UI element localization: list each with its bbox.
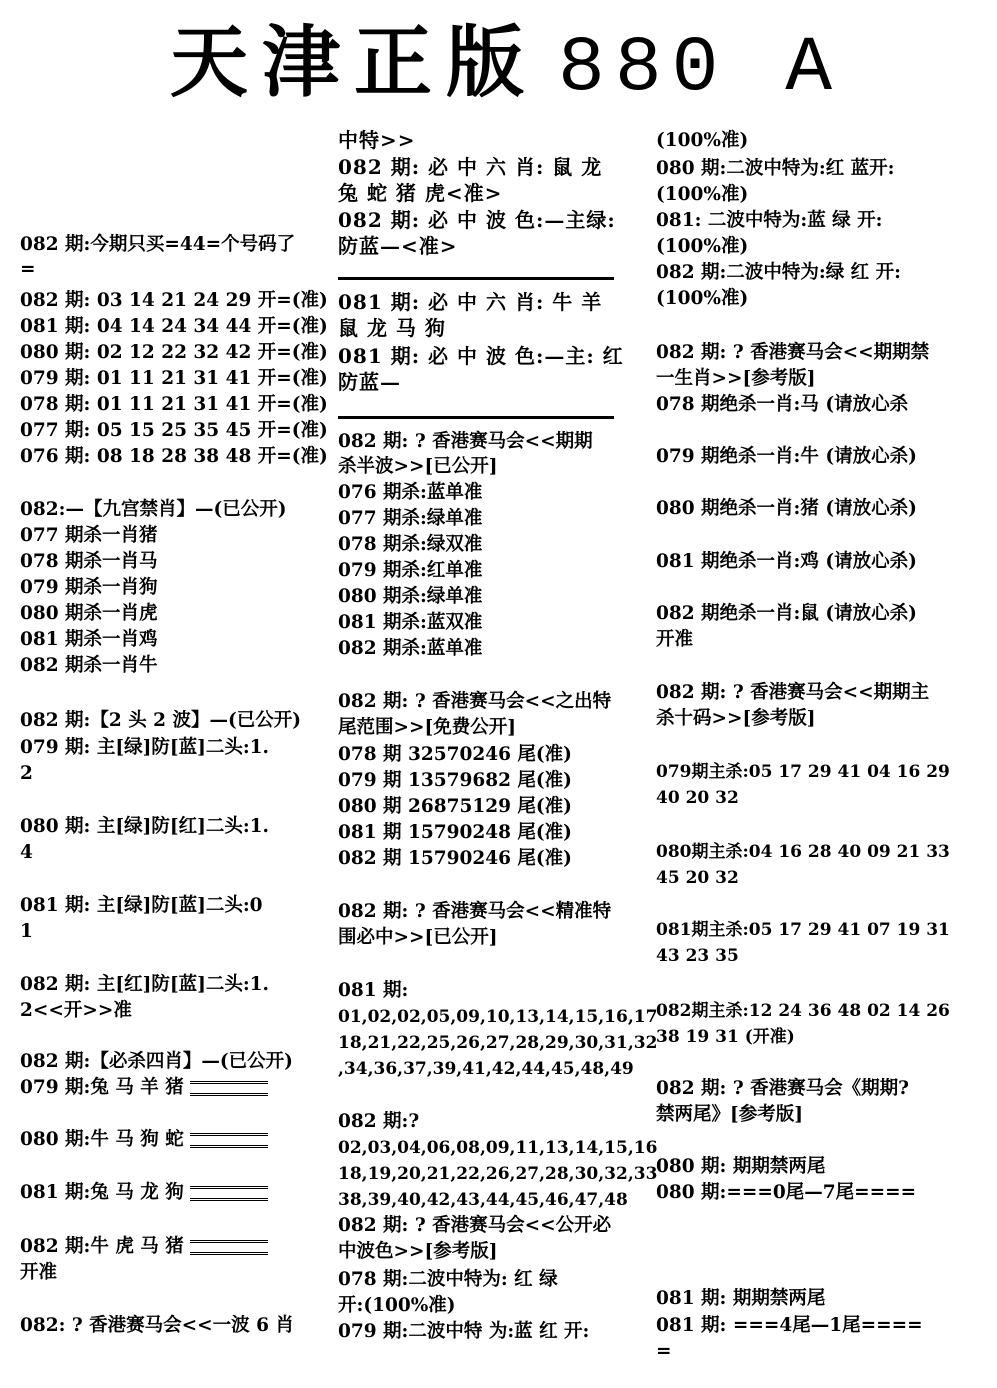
text-line <box>656 681 929 705</box>
text-line <box>20 498 286 522</box>
text-line <box>656 550 917 574</box>
line-text: 078 期绝杀一肖:马 (请放心杀 <box>656 394 909 415</box>
text-line <box>20 393 328 417</box>
line-text: 081 期杀一肖鸡 <box>20 629 158 650</box>
line-text: 围必中>>[已公开] <box>338 927 498 948</box>
text-line <box>338 1057 634 1081</box>
text-line <box>338 926 498 950</box>
line-text: 078 期:二波中特为: 红 绿 <box>338 1269 558 1290</box>
text-line <box>20 973 269 997</box>
text-line <box>338 455 498 479</box>
text-line <box>20 289 328 313</box>
text-line <box>338 1005 657 1029</box>
text-line <box>338 234 458 258</box>
line-text: 2 <box>20 763 33 784</box>
text-line <box>656 1077 909 1101</box>
line-text: 082 期: 必 中 六 肖: 鼠 龙 <box>338 155 603 179</box>
line-text: 尾范围>>[免费公开] <box>338 717 517 738</box>
text-line <box>656 1340 672 1364</box>
line-text: 079 期杀一肖狗 <box>20 577 158 598</box>
text-line <box>20 709 301 733</box>
text-line <box>20 999 132 1023</box>
text-line <box>338 795 572 819</box>
line-text: 081 期:兔 马 龙 狗 <box>20 1182 184 1203</box>
line-text: 080 期杀:绿单准 <box>338 586 483 607</box>
line-text: 082 期: 主[红]防[蓝]二头:1. <box>20 974 269 995</box>
line-text: 078 期杀:绿双准 <box>338 534 483 555</box>
text-line <box>338 1214 611 1238</box>
line-text: 081 期: 主[绿]防[蓝]二头:0 <box>20 895 263 916</box>
line-text: 40 20 32 <box>656 788 739 808</box>
text-line <box>20 654 158 678</box>
text-line <box>656 393 908 417</box>
line-text: 079 期杀:红单准 <box>338 560 483 581</box>
line-text: 080 期杀一肖虎 <box>20 603 158 624</box>
text-line <box>338 1240 498 1264</box>
text-line <box>656 786 739 810</box>
text-line <box>338 743 572 767</box>
line-text: 081 期: 04 14 24 34 44 开=(准) <box>20 316 328 337</box>
text-line <box>338 1268 558 1292</box>
line-text: 082 期: ? 香港赛马会<<期期主 <box>656 682 930 703</box>
text-line <box>20 1181 268 1205</box>
line-text: 082 期: ? 香港赛马会<<期期禁 <box>656 342 930 363</box>
line-text: 082 期: ? 香港赛马会<<期期 <box>338 431 593 452</box>
line-text: 082: ? 香港赛马会<<一波 6 肖 <box>20 1315 294 1336</box>
line-text: 一生肖>>[参考版] <box>656 368 816 389</box>
line-text: 080 期:===0尾—7尾==== <box>656 1182 917 1203</box>
line-text: 082 期: ? 香港赛马会《期期? <box>656 1078 909 1099</box>
line-text: 081 期: ===4尾—1尾==== <box>656 1315 923 1336</box>
line-text: 082 期:牛 虎 马 猪 <box>20 1236 184 1257</box>
text-line <box>656 918 950 942</box>
line-text: 082 期:今期只买=44=个号码了 <box>20 234 296 255</box>
line-text: 081: 二波中特为:蓝 绿 开: <box>656 210 883 231</box>
line-text: 082 期: ? 香港赛马会<<公开必 <box>338 1215 612 1236</box>
double-rule <box>190 1133 268 1148</box>
line-text: 43 23 35 <box>656 946 739 966</box>
text-line <box>656 1287 825 1311</box>
title-text: 天津正版 <box>170 17 539 108</box>
line-text: 081 期: 必 中 波 色:—主: 红 <box>338 344 624 368</box>
title-number: 880 A <box>558 25 843 113</box>
text-line <box>20 576 158 600</box>
text-line <box>656 209 882 233</box>
line-text: 077 期杀一肖猪 <box>20 525 158 546</box>
line-text: 081 期: 必 中 六 肖: 牛 羊 <box>338 290 603 314</box>
text-line <box>20 1050 293 1074</box>
text-line <box>338 128 416 152</box>
double-rule <box>190 1240 268 1255</box>
line-text: 开:(100%准) <box>338 1295 456 1316</box>
line-text: 079期主杀:05 17 29 41 04 16 29 <box>656 762 950 782</box>
page-title <box>170 17 970 113</box>
text-line <box>338 1320 589 1344</box>
line-text: 076 期杀:蓝单准 <box>338 482 483 503</box>
line-text: 079 期 13579682 尾(准) <box>338 770 572 791</box>
line-text: 082期主杀:12 24 36 48 02 14 26 <box>656 1001 950 1021</box>
text-line <box>338 370 401 394</box>
text-line <box>338 1162 657 1186</box>
text-line <box>656 445 917 469</box>
line-text: 082 期:二波中特为:绿 红 开: <box>656 262 901 283</box>
line-text: 中特>> <box>338 128 416 152</box>
text-line <box>656 1025 795 1049</box>
text-line <box>338 208 616 232</box>
line-text: 开准 <box>20 1262 58 1283</box>
line-text: 杀半波>>[已公开] <box>338 456 498 477</box>
text-line <box>20 367 328 391</box>
line-text: 082 期:? <box>338 1111 420 1132</box>
text-line <box>20 233 295 257</box>
text-line <box>338 637 482 661</box>
text-line <box>338 1188 628 1212</box>
divider-2 <box>338 416 614 419</box>
line-text: 中波色>>[参考版] <box>338 1241 498 1262</box>
text-line <box>338 900 611 924</box>
line-text: 01,02,02,05,09,10,13,14,15,16,17 <box>338 1007 658 1027</box>
line-text: 082:—【九宫禁肖】—(已公开) <box>20 499 287 520</box>
line-text: 02,03,04,06,08,09,11,13,14,15,16 <box>338 1138 658 1158</box>
text-line <box>656 999 950 1023</box>
text-line <box>656 1155 825 1179</box>
text-line <box>20 628 158 652</box>
text-line <box>20 920 33 944</box>
text-line <box>20 894 263 918</box>
line-text: 2<<开>>准 <box>20 1000 132 1021</box>
line-text: (100%准) <box>656 130 749 151</box>
text-line <box>20 762 33 786</box>
text-line <box>656 235 748 259</box>
line-text: 080 期: 02 12 22 32 42 开=(准) <box>20 342 328 363</box>
line-text: 杀十码>>[参考版] <box>656 708 816 729</box>
text-line <box>656 183 748 207</box>
text-line <box>20 1235 268 1259</box>
double-rule <box>190 1081 268 1096</box>
line-text: 080期主杀:04 16 28 40 09 21 33 <box>656 842 950 862</box>
text-line <box>656 367 816 391</box>
line-text: 45 20 32 <box>656 868 739 888</box>
text-line <box>656 628 693 652</box>
text-line <box>338 181 502 205</box>
text-line <box>338 430 593 454</box>
text-line <box>338 344 624 368</box>
line-text: 080 期: 主[绿]防[红]二头:1. <box>20 816 269 837</box>
line-text: 082 期: ? 香港赛马会<<精准特 <box>338 901 612 922</box>
text-line <box>20 736 269 760</box>
text-line <box>338 1136 657 1160</box>
text-line <box>20 1261 57 1285</box>
line-text: 18,19,20,21,22,26,27,28,30,32,33 <box>338 1164 658 1184</box>
line-text: 081 期: 期期禁两尾 <box>656 1288 826 1309</box>
text-line <box>20 550 158 574</box>
line-text: = <box>656 1341 672 1362</box>
text-line <box>656 129 748 153</box>
line-text: 079 期:二波中特 为:蓝 红 开: <box>338 1321 590 1342</box>
text-line <box>656 497 917 521</box>
line-text: 081 期: <box>338 980 409 1001</box>
line-text: 077 期: 05 15 25 35 45 开=(准) <box>20 420 328 441</box>
text-line <box>20 445 328 469</box>
line-text: 兔 蛇 猪 虎<准> <box>338 181 503 205</box>
line-text: (100%准) <box>656 184 749 205</box>
text-line <box>338 847 572 871</box>
text-line <box>656 157 895 181</box>
text-line <box>338 507 482 531</box>
line-text: (100%准) <box>656 236 749 257</box>
text-line <box>20 841 33 865</box>
text-line <box>338 1110 419 1134</box>
line-text: 禁两尾》[参考版] <box>656 1104 804 1125</box>
line-text: 079 期:兔 马 羊 猪 <box>20 1077 184 1098</box>
text-line <box>656 261 901 285</box>
line-text: 18,21,22,25,26,27,28,29,30,31,32 <box>338 1033 658 1053</box>
text-line <box>20 341 328 365</box>
line-text: (100%准) <box>656 288 749 309</box>
text-line <box>20 1076 268 1100</box>
line-text: 38,39,40,42,43,44,45,46,47,48 <box>338 1190 628 1210</box>
text-line <box>338 533 482 557</box>
text-line <box>656 760 950 784</box>
line-text: 082 期:【必杀四肖】—(已公开) <box>20 1051 293 1072</box>
line-text: 079 期: 主[绿]防[蓝]二头:1. <box>20 737 269 758</box>
text-line <box>338 1294 456 1318</box>
line-text: 082 期: ? 香港赛马会<<之出特 <box>338 691 612 712</box>
text-line <box>338 290 602 314</box>
text-line <box>20 524 158 548</box>
text-line <box>656 840 950 864</box>
line-text: 080 期 26875129 尾(准) <box>338 796 572 817</box>
text-line <box>656 1103 803 1127</box>
line-text: 081期主杀:05 17 29 41 07 19 31 <box>656 920 950 940</box>
line-text: 081 期杀:蓝双准 <box>338 612 483 633</box>
text-line <box>656 1181 916 1205</box>
line-text: 防蓝—<准> <box>338 234 458 258</box>
text-line <box>338 481 482 505</box>
line-text: 080 期: 期期禁两尾 <box>656 1156 826 1177</box>
text-line <box>338 155 602 179</box>
text-line <box>338 821 572 845</box>
text-line <box>338 585 482 609</box>
line-text: 1 <box>20 921 33 942</box>
text-line <box>20 815 269 839</box>
text-line <box>20 315 328 339</box>
line-text: = <box>20 259 36 280</box>
line-text: 081 期 15790248 尾(准) <box>338 822 572 843</box>
text-line <box>656 866 739 890</box>
line-text: 4 <box>20 842 33 863</box>
text-line <box>338 716 516 740</box>
line-text: 080 期:二波中特为:红 蓝开: <box>656 158 895 179</box>
text-line <box>338 1031 657 1055</box>
text-line <box>656 1314 923 1338</box>
text-line <box>20 602 158 626</box>
line-text: 078 期 32570246 尾(准) <box>338 744 572 765</box>
line-text: 076 期: 08 18 28 38 48 开=(准) <box>20 446 328 467</box>
line-text: 鼠 龙 马 狗 <box>338 316 446 340</box>
line-text: 082 期: 03 14 21 24 29 开=(准) <box>20 290 328 311</box>
line-text: 防蓝— <box>338 370 401 394</box>
line-text: 38 19 31 (开准) <box>656 1027 795 1047</box>
text-line <box>20 1128 268 1152</box>
line-text: 082 期杀一肖牛 <box>20 655 158 676</box>
line-text: 082 期杀:蓝单准 <box>338 638 483 659</box>
text-line <box>20 419 328 443</box>
line-text: ,34,36,37,39,41,42,44,45,48,49 <box>338 1059 634 1079</box>
text-line <box>338 316 446 340</box>
line-text: 082 期: 必 中 波 色:—主绿: <box>338 208 616 232</box>
double-rule <box>190 1186 268 1201</box>
line-text: 078 期: 01 11 21 31 41 开=(准) <box>20 394 328 415</box>
text-line <box>20 1314 294 1338</box>
line-text: 078 期杀一肖马 <box>20 551 158 572</box>
text-line <box>656 287 748 311</box>
line-text: 081 期绝杀一肖:鸡 (请放心杀) <box>656 551 917 572</box>
line-text: 080 期:牛 马 狗 蛇 <box>20 1129 184 1150</box>
line-text: 082 期绝杀一肖:鼠 (请放心杀) <box>656 603 917 624</box>
text-line <box>656 707 816 731</box>
text-line <box>338 979 408 1003</box>
line-text: 082 期 15790246 尾(准) <box>338 848 572 869</box>
line-text: 079 期绝杀一肖:牛 (请放心杀) <box>656 446 917 467</box>
line-text: 080 期绝杀一肖:猪 (请放心杀) <box>656 498 917 519</box>
text-line <box>338 769 572 793</box>
line-text: 077 期杀:绿单准 <box>338 508 483 529</box>
text-line <box>20 258 36 282</box>
line-text: 开准 <box>656 629 694 650</box>
text-line <box>656 341 929 365</box>
divider-1 <box>338 277 614 280</box>
text-line <box>656 602 917 626</box>
line-text: 082 期:【2 头 2 波】—(已公开) <box>20 710 301 731</box>
text-line <box>338 611 482 635</box>
text-line <box>338 690 611 714</box>
text-line <box>656 944 739 968</box>
text-line <box>338 559 482 583</box>
line-text: 079 期: 01 11 21 31 41 开=(准) <box>20 368 328 389</box>
